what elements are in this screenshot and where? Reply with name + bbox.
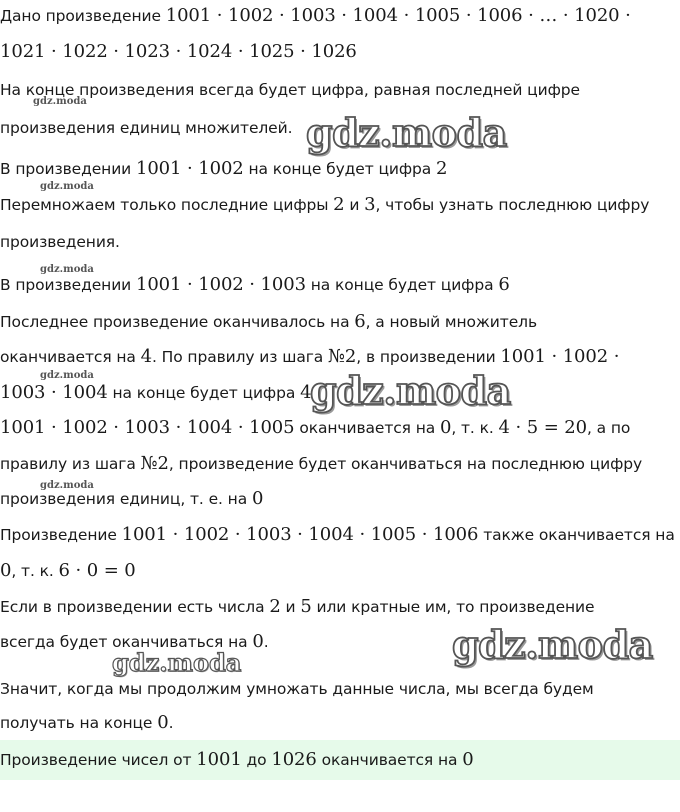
text: произведения единиц множителей. xyxy=(0,119,293,137)
math: 1001 · 1002 · 1003 · 1004 · 1005 · 1006 xyxy=(121,524,479,545)
math: 1001 · 1002 · 1003 · 1004 · 1005 xyxy=(0,417,295,438)
math: №2 xyxy=(328,346,357,367)
watermark: gdz.moda xyxy=(310,368,511,413)
text: и xyxy=(344,196,365,214)
math: 0 xyxy=(462,749,474,770)
math: 6 · 0 = 0 xyxy=(58,560,136,581)
math: 1021 · 1022 · 1023 · 1024 · 1025 · 1026 xyxy=(0,41,357,62)
text: , т. к. xyxy=(11,562,59,580)
text: В произведении xyxy=(0,160,136,178)
text: оканчивается на xyxy=(294,419,440,437)
math: 1026 xyxy=(271,749,317,770)
text-line xyxy=(0,454,680,474)
watermark: gdz.moda xyxy=(40,264,94,275)
watermark: gdz.moda xyxy=(112,648,242,677)
watermark: gdz.moda xyxy=(40,181,94,192)
watermark: gdz.moda xyxy=(33,96,87,107)
math: 2 xyxy=(333,194,345,215)
text: . xyxy=(168,714,174,732)
text: Произведение чисел от xyxy=(0,751,197,769)
math: 6 xyxy=(354,311,366,332)
math: 3 xyxy=(364,194,376,215)
math: 2 xyxy=(436,158,448,179)
text: до xyxy=(241,751,272,769)
text: Перемножаем только последние цифры xyxy=(0,196,334,214)
text: на конце будет цифра xyxy=(305,276,499,294)
text: на конце будет цифра xyxy=(107,384,301,402)
text: , произведение будет оканчиваться на последнюю цифру xyxy=(168,455,643,473)
math: 1001 xyxy=(196,749,242,770)
text: , а новый множитель xyxy=(365,313,537,331)
text: Значит, когда мы продолжим умножать данные числа, мы всегда будем xyxy=(0,680,594,698)
math: 1001 · 1002 · 1003 · 1004 · 1005 · 1006 · … · 1020 · xyxy=(165,5,631,26)
text-line xyxy=(0,275,680,295)
text: , т. к. xyxy=(451,419,499,437)
text: . По правилу из шага xyxy=(152,348,328,366)
text: на конце будет цифра xyxy=(243,160,437,178)
math: №2 xyxy=(140,453,169,474)
text-line xyxy=(0,525,680,545)
text-line xyxy=(0,80,680,100)
watermark: gdz.moda xyxy=(40,370,94,381)
watermark: gdz.moda xyxy=(452,622,653,667)
math: 0 xyxy=(252,631,264,652)
text-line xyxy=(0,195,680,215)
text: и xyxy=(280,598,301,616)
text: оканчивается на xyxy=(0,348,141,366)
math: 6 xyxy=(498,274,510,295)
text: Дано произведение xyxy=(0,7,166,25)
text-line xyxy=(0,312,680,332)
text-line xyxy=(0,597,680,617)
math: 4 · 5 = 20 xyxy=(498,417,587,438)
text: Последнее произведение оканчивалось на xyxy=(0,313,355,331)
text: Произведение xyxy=(0,526,122,544)
answer-box xyxy=(0,740,680,780)
text: произведения единиц, т. е. на xyxy=(0,490,252,508)
text: , в произведении xyxy=(356,348,501,366)
text-line xyxy=(0,418,680,438)
math: 4 xyxy=(300,382,312,403)
math: 1001 · 1002 xyxy=(135,158,244,179)
math: 0 xyxy=(251,488,264,509)
text: . xyxy=(263,633,269,651)
text: В произведении xyxy=(0,276,136,294)
math: 4 xyxy=(140,346,152,367)
math: 1001 · 1002 · 1003 xyxy=(135,274,306,295)
text-line xyxy=(0,489,680,509)
text: или кратные им, то произведение xyxy=(311,598,595,616)
watermark: gdz.moda xyxy=(306,110,507,155)
text-line xyxy=(0,561,680,581)
text-line xyxy=(0,347,680,367)
math: 0 xyxy=(157,712,169,733)
text: оканчивается на xyxy=(316,751,463,769)
text-line xyxy=(0,232,680,252)
text-line xyxy=(0,679,680,699)
text: получать на конце xyxy=(0,714,158,732)
text: Если в произведении есть числа xyxy=(0,598,270,616)
text: На конце произведения всегда будет цифра, равная последней цифре xyxy=(0,81,580,99)
answer-line xyxy=(0,750,680,770)
text-line xyxy=(0,713,680,733)
text: правилу из шага xyxy=(0,455,141,473)
math: 1003 · 1004 xyxy=(0,382,108,403)
math: 0 xyxy=(0,560,12,581)
text-line xyxy=(0,6,680,26)
text: всегда будет оканчиваться на xyxy=(0,633,253,651)
text: , чтобы узнать последнюю цифру xyxy=(375,196,650,214)
text: произведения. xyxy=(0,233,120,251)
math: 2 xyxy=(269,596,281,617)
math: 0 xyxy=(439,417,452,438)
math: 1001 · 1002 · xyxy=(500,346,620,367)
watermark: gdz.moda xyxy=(40,480,94,491)
text-line xyxy=(0,42,680,62)
text: также оканчивается на xyxy=(478,526,675,544)
text: , а по xyxy=(587,419,631,437)
math: 5 xyxy=(300,596,312,617)
text-line xyxy=(0,159,680,179)
